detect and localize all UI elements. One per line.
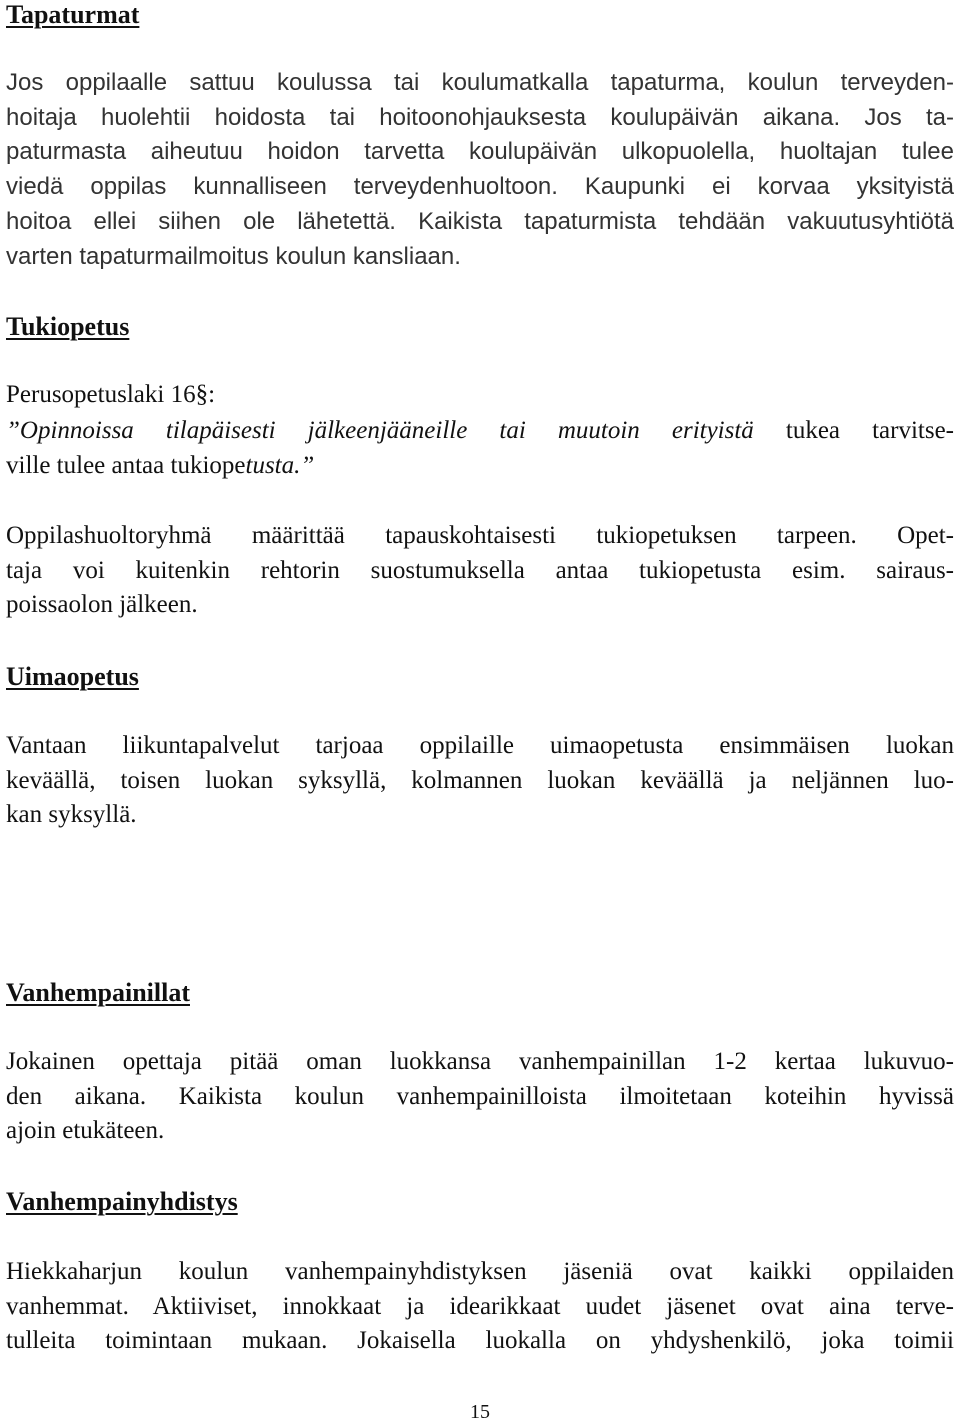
quote-line [6, 449, 954, 484]
text-line: Jokainen opettaja pitää oman luokkansa vanhempainillan 1-2 kertaa lukuvuo- [6, 1048, 954, 1075]
text-line: Jos oppilaalle sattuu koulussa tai koulumatkalla tapaturma, koulun terveyden- [6, 69, 954, 96]
text-line: varten tapaturmailmoitus koulun kansliaan. [6, 242, 461, 270]
text-line: Oppilashuoltoryhmä määrittää tapauskohtaisesti tukiopetuksen tarpeen. Opet- [6, 522, 954, 549]
text-line: kan syksyllä. [6, 801, 137, 829]
paragraph-vanhempainyhdistys [6, 1255, 954, 1359]
quote-regular-text: tukea tarvitse- [753, 417, 954, 444]
text-line: vanhemmat. Aktiiviset, innokkaat ja idearikkaat uudet jäsenet ovat aina terve- [6, 1292, 954, 1320]
text-line: hoitaja huolehtii hoidosta tai hoitoonohjauksesta koulupäivän aikana. Jos ta- [6, 103, 954, 131]
text-line: hoitoa ellei siihen ole lähetettä. Kaikista tapaturmista tehdään vakuutusyhtiötä [6, 207, 954, 235]
text-line: poissaolon jälkeen. [6, 591, 198, 619]
text-line: tulleita toimintaan mukaan. Jokaisella luokalla on yhdyshenkilö, joka toimii [6, 1327, 954, 1355]
paragraph-tukiopetus [6, 519, 954, 623]
law-reference [6, 378, 954, 413]
quote-italic-text: tusta.” [245, 451, 315, 479]
quote-regular-text: ville tulee antaa tukiope [6, 451, 246, 479]
text-line: ajoin etukäteen. [6, 1117, 165, 1145]
law-reference-text: Perusopetuslaki 16§: [6, 381, 216, 408]
paragraph-vanhempainillat [6, 1045, 954, 1149]
text-line: paturmasta aiheutuu hoidon tarvetta koulupäivän ulkopuolella, huoltajan tulee [6, 138, 954, 166]
paragraph-tapaturmat [6, 66, 954, 274]
text-line: Hiekkaharjun koulun vanhempainyhdistyksen jäseniä ovat kaikki oppilaiden [6, 1258, 954, 1285]
section-heading-tukiopetus: Tukiopetus [6, 312, 130, 341]
text-line: taja voi kuitenkin rehtorin suostumuksella antaa tukiopetusta esim. sairaus- [6, 556, 954, 584]
quote-italic-text: ”Opinnoissa tilapäisesti jälkeenjääneille tai muutoin erityistä [6, 417, 754, 444]
paragraph-uimaopetus [6, 729, 954, 833]
quote-line [6, 414, 954, 449]
section-heading-vanhempainillat: Vanhempainillat [6, 978, 190, 1007]
law-quote [6, 414, 954, 483]
page-number: 15 [470, 1401, 490, 1423]
text-line: viedä oppilas kunnalliseen terveydenhuoltoon. Kaupunki ei korvaa yksityistä [6, 173, 954, 201]
section-heading-vanhempainyhdistys: Vanhempainyhdistys [6, 1187, 238, 1216]
section-heading-tapaturmat: Tapaturmat [6, 0, 140, 29]
text-line: den aikana. Kaikista koulun vanhempainilloista ilmoitetaan koteihin hyvissä [6, 1082, 954, 1110]
text-line: Vantaan liikuntapalvelut tarjoaa oppilaille uimaopetusta ensimmäisen luokan [6, 732, 954, 759]
section-heading-uimaopetus: Uimaopetus [6, 662, 139, 691]
text-line: keväällä, toisen luokan syksyllä, kolmannen luokan keväällä ja neljännen luo- [6, 766, 954, 794]
